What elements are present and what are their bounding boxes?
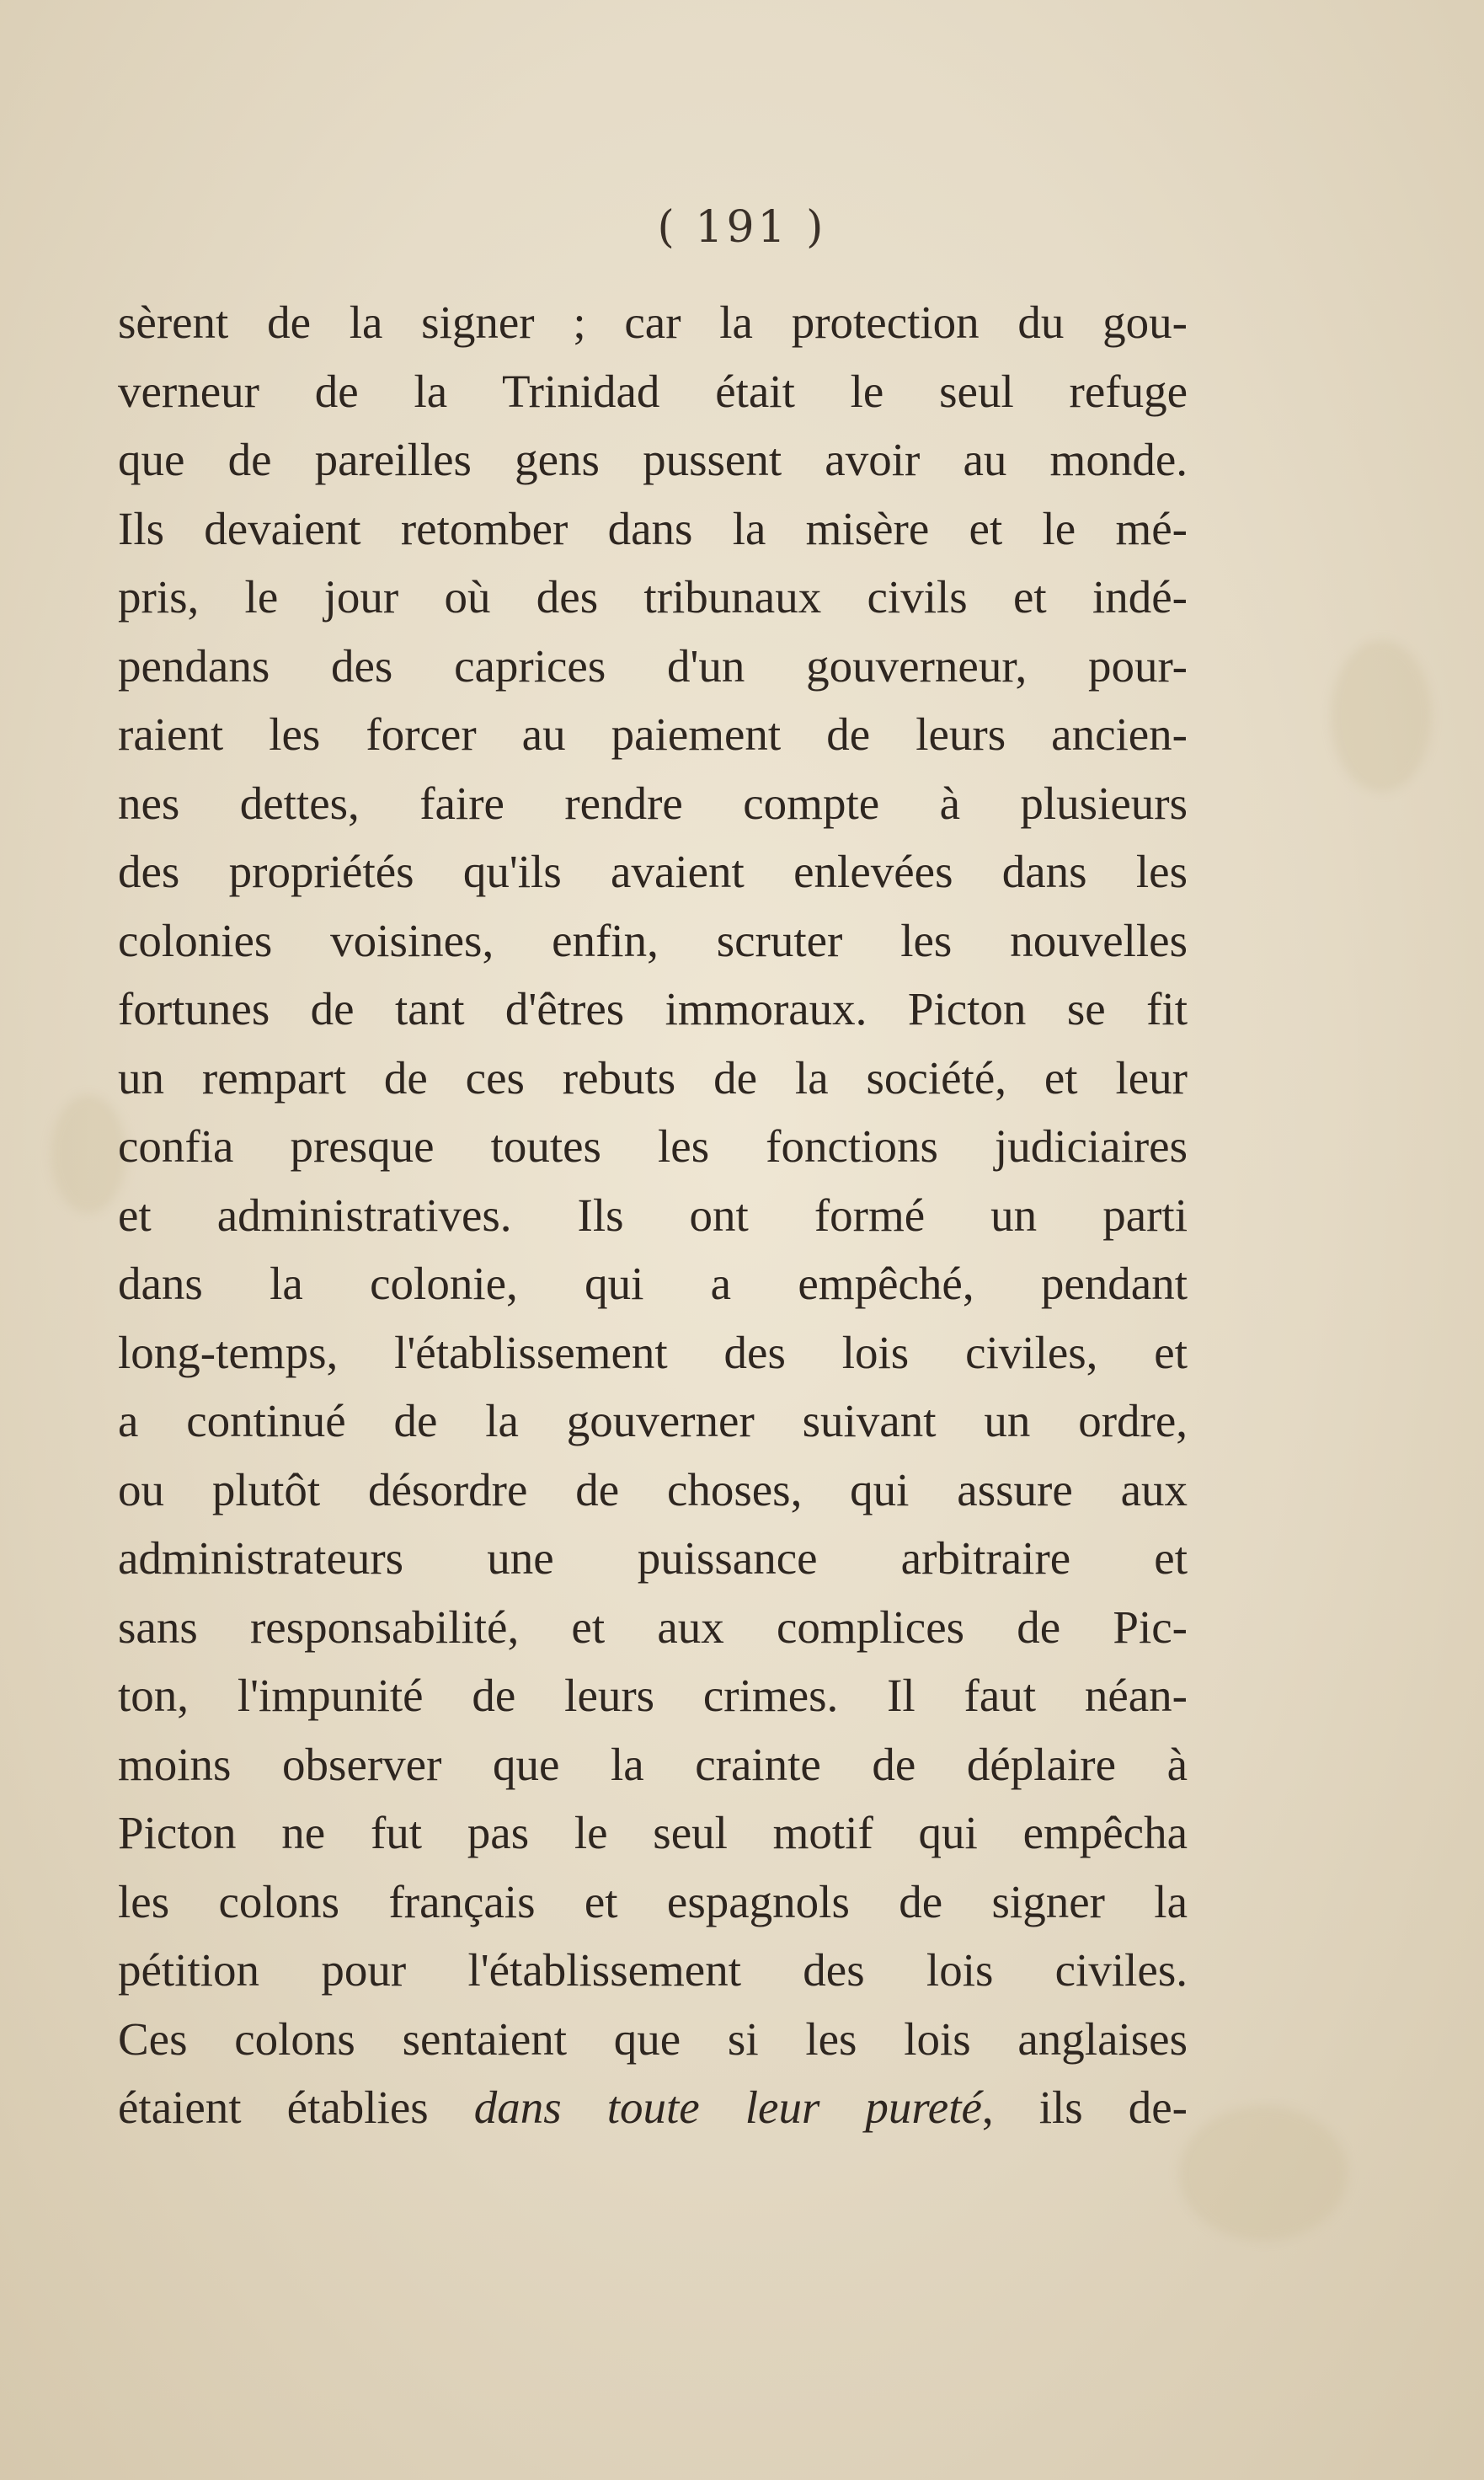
text-line: Ces colons sentaient que si les lois anglaises (118, 2012, 1188, 2065)
text-line: pris, le jour où des tribunaux civils et indé- (118, 571, 1188, 623)
text-line: fortunes de tant d'êtres immoraux. Picton se fit (118, 983, 1188, 1034)
text-segment: , ils de- (981, 2082, 1188, 2133)
text-line: ou plutôt désordre de choses, qui assure aux (118, 1463, 1188, 1515)
text-line: des propriétés qu'ils avaient enlevées dans les (118, 846, 1188, 897)
paper-stain (1179, 2106, 1348, 2241)
text-line: ton, l'impunité de leurs crimes. Il faut néan- (118, 1670, 1188, 1721)
text-line: nes dettes, faire rendre compte à plusieurs (118, 777, 1188, 829)
paper-stain (1331, 640, 1432, 792)
text-line: moins observer que la crainte de déplaire à (118, 1738, 1188, 1790)
text-line: verneur de la Trinidad était le seul refuge (118, 365, 1188, 417)
italic-phrase: dans toute leur pureté (473, 2082, 982, 2133)
text-line: administrateurs une puissance arbitraire et (118, 1532, 1188, 1584)
text-line: sèrent de la signer ; car la protection du gou- (118, 297, 1188, 348)
body-text (118, 288, 1188, 2142)
text-line: colonies voisines, enfin, scruter les nouvelles (118, 914, 1188, 966)
text-line: les colons français et espagnols de signer la (118, 1875, 1188, 1927)
text-line: raient les forcer au paiement de leurs ancien- (118, 708, 1188, 760)
text-line: dans la colonie, qui a empêché, pendant (118, 1258, 1188, 1309)
text-line: pendans des caprices d'un gouverneur, pour- (118, 639, 1188, 692)
text-line: un rempart de ces rebuts de la société, et leur (118, 1051, 1188, 1104)
text-line: Picton ne fut pas le seul motif qui empêcha (118, 1807, 1188, 1858)
text-segment: étaient établies (118, 2082, 474, 2133)
page-number: ( 191 ) (657, 202, 827, 253)
paper-stain (51, 1095, 126, 1213)
text-line: que de pareilles gens pussent avoir au monde. (118, 434, 1188, 485)
text-line: sans responsabilité, et aux complices de Pic- (118, 1601, 1188, 1653)
text-line: confia presque toutes les fonctions judiciaires (118, 1120, 1188, 1172)
text-line: et administratives. Ils ont formé un parti (118, 1189, 1188, 1241)
text-line: a continué de la gouverner suivant un ordre, (118, 1395, 1188, 1446)
text-line: long-temps, l'établissement des lois civiles, et (118, 1326, 1188, 1378)
text-line: pétition pour l'établissement des lois civiles. (118, 1944, 1188, 1996)
text-line: Ils devaient retomber dans la misère et le mé- (118, 502, 1188, 554)
text-line-last (118, 2073, 1188, 2142)
